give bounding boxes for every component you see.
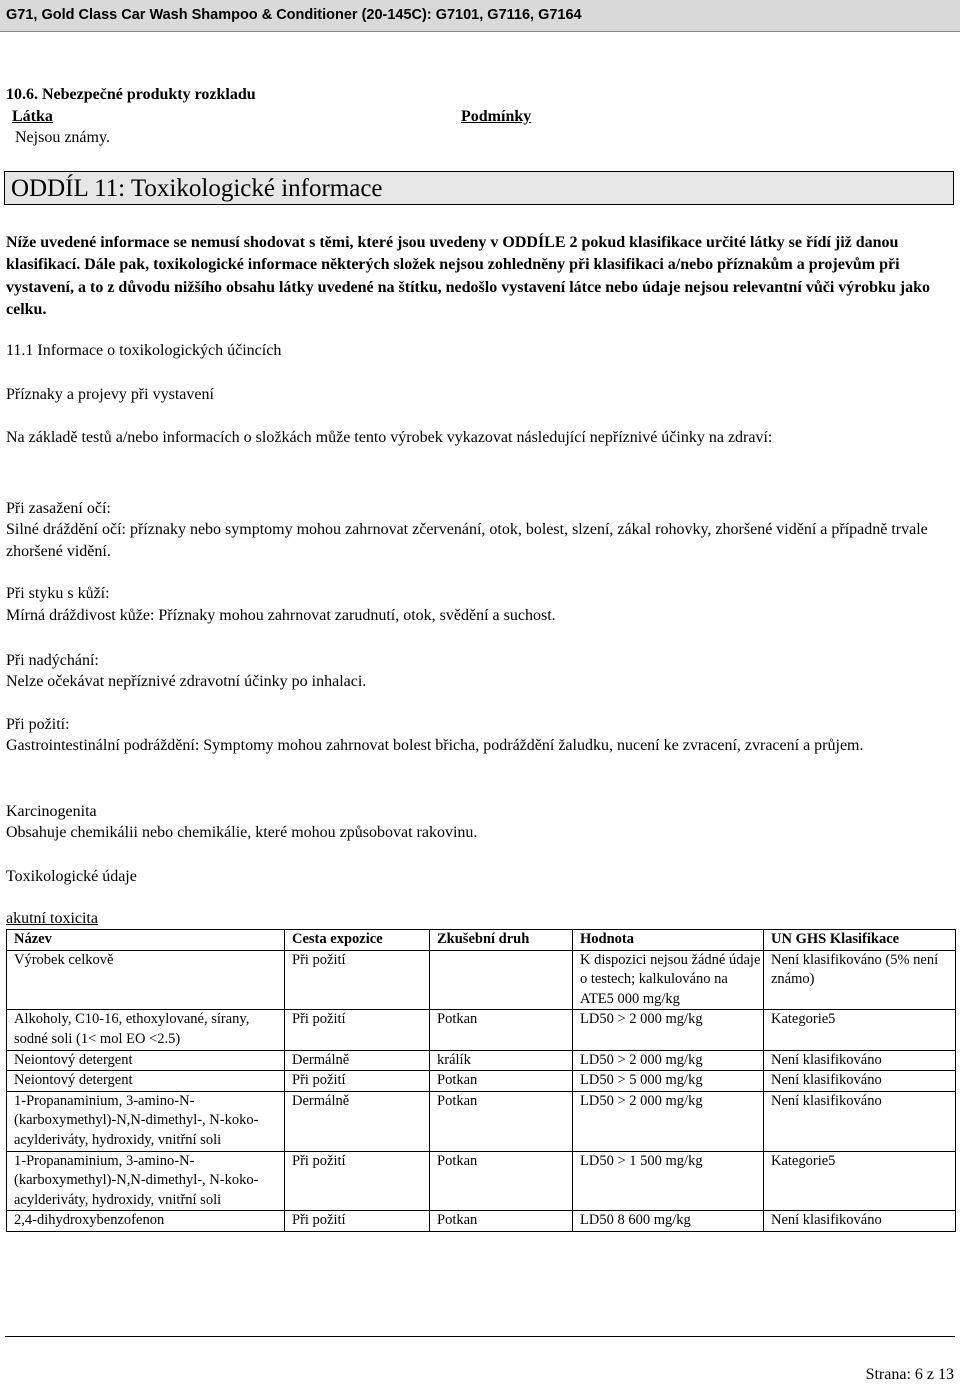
header-value: Hodnota: [573, 930, 764, 951]
cell-test-species: Potkan: [430, 1071, 573, 1092]
section-11-banner: [4, 171, 954, 205]
cell-ghs-classification: Není klasifikováno: [764, 1071, 956, 1092]
header-exposure-route: Cesta expozice: [285, 930, 430, 951]
cell-exposure-route: Dermálně: [285, 1050, 430, 1071]
cell-ghs-classification: Není klasifikováno (5% není známo): [764, 950, 956, 1010]
cell-name: Neiontový detergent: [7, 1050, 285, 1071]
cell-value: LD50 > 2 000 mg/kg: [573, 1091, 764, 1151]
header-name: Název: [7, 930, 285, 951]
table-header-row: [7, 930, 956, 951]
cell-value: LD50 8 600 mg/kg: [573, 1211, 764, 1232]
subsection-11-1-title: 11.1 Informace o toxikologických účincích: [6, 342, 282, 359]
acute-toxicity-table: [6, 929, 956, 1232]
table-row: [7, 1091, 956, 1151]
cell-value: LD50 > 1 500 mg/kg: [573, 1151, 764, 1211]
table-row: [7, 1151, 956, 1211]
cell-test-species: Potkan: [430, 1151, 573, 1211]
cell-exposure-route: Při požití: [285, 1071, 430, 1092]
cell-value: LD50 > 2 000 mg/kg: [573, 1010, 764, 1050]
cell-ghs-classification: Není klasifikováno: [764, 1050, 956, 1071]
cell-value: LD50 > 2 000 mg/kg: [573, 1050, 764, 1071]
cell-ghs-classification: Kategorie5: [764, 1010, 956, 1050]
cell-exposure-route: Při požití: [285, 950, 430, 1010]
header-test-species: Zkušební druh: [430, 930, 573, 951]
section-11-intro: Níže uvedené informace se nemusí shodovat s těmi, které jsou uvedeny v ODDÍLE 2 pokud klasifikace určité látky se řídí již danou klasifikací. Dále pak, toxikologické informace některých složek nejsou zohledněny při klasifikaci a/nebo příznakům a projevům při vystavení, a to z důvodu nižšího obsahu látky uvedené na štítku, nedošlo vystavení látce nebo údaje nejsou relevantní vůči výrobku jako celku.: [6, 234, 930, 318]
cell-name: 1-Propanaminium, 3-amino-N-(karboxymethyl)-N,N-dimethyl-, N-koko-acylderiváty, hydroxidy, vnitřní soli: [7, 1151, 285, 1211]
cell-name: Alkoholy, C10-16, ethoxylované, sírany, sodné soli (1< mol EO <2.5): [7, 1010, 285, 1050]
cell-value: K dispozici nejsou žádné údaje o testech; kalkulováno na ATE5 000 mg/kg: [573, 950, 764, 1010]
table-row: [7, 1071, 956, 1092]
cell-ghs-classification: Kategorie5: [764, 1151, 956, 1211]
cell-exposure-route: Při požití: [285, 1211, 430, 1232]
cell-test-species: králík: [430, 1050, 573, 1071]
section-11-title: ODDÍL 11: Toxikologické informace: [11, 175, 383, 202]
cell-name: 1-Propanaminium, 3-amino-N-(karboxymethyl)-N,N-dimethyl-, N-koko-acylderiváty, hydroxidy, vnitřní soli: [7, 1091, 285, 1151]
cell-name: 2,4-dihydroxybenzofenon: [7, 1211, 285, 1232]
cell-name: Výrobek celkově: [7, 950, 285, 1010]
cell-exposure-route: Dermálně: [285, 1091, 430, 1151]
table-row: [7, 950, 956, 1010]
symptoms-heading: Příznaky a projevy při vystavení: [6, 386, 214, 403]
document-header: [0, 0, 960, 32]
effects-basis-text: Na základě testů a/nebo informacích o složkách může tento výrobek vykazovat následující nepříznivé účinky na zdraví:: [6, 429, 773, 446]
cell-test-species: Potkan: [430, 1010, 573, 1050]
cell-exposure-route: Při požití: [285, 1151, 430, 1211]
table-row: [7, 1050, 956, 1071]
inhalation-label: Při nadýchání:: [6, 652, 99, 669]
document-title: G71, Gold Class Car Wash Shampoo & Conditioner (20-145C): G7101, G7116, G7164: [6, 7, 582, 23]
skin-contact-text: Mírná dráždivost kůže: Příznaky mohou zahrnovat zarudnutí, otok, svědění a suchost.: [6, 607, 556, 624]
column-header-conditions: Podmínky: [461, 108, 532, 125]
acute-toxicity-label: akutní toxicita: [6, 910, 98, 927]
cell-test-species: Potkan: [430, 1211, 573, 1232]
section-10-6-title: 10.6. Nebezpečné produkty rozkladu: [6, 86, 256, 103]
eye-contact-label: Při zasažení očí:: [6, 500, 111, 517]
column-header-substance: Látka: [12, 108, 53, 125]
table-row: [7, 1010, 956, 1050]
carcinogenicity-text: Obsahuje chemikálii nebo chemikálie, které mohou způsobovat rakovinu.: [6, 824, 478, 841]
cell-exposure-route: Při požití: [285, 1010, 430, 1050]
cell-test-species: Potkan: [430, 1091, 573, 1151]
cell-test-species: [430, 950, 573, 1010]
header-ghs-classification: UN GHS Klasifikace: [764, 930, 956, 951]
cell-ghs-classification: Není klasifikováno: [764, 1211, 956, 1232]
eye-contact-text: Silné dráždění očí: příznaky nebo symptomy mohou zahrnovat zčervenání, otok, bolest, slzení, zákal rohovky, zhoršené vidění a případně trvale zhoršené vidění.: [6, 521, 928, 560]
ingestion-text: Gastrointestinální podráždění: Symptomy mohou zahrnovat bolest břicha, podráždění žaludku, nucení ke zvracení, zvracení a průjem.: [6, 737, 864, 754]
decomposition-products-value: Nejsou známy.: [15, 129, 110, 146]
cell-ghs-classification: Není klasifikováno: [764, 1091, 956, 1151]
tox-data-heading: Toxikologické údaje: [6, 868, 137, 885]
carcinogenicity-label: Karcinogenita: [6, 803, 97, 820]
cell-value: LD50 > 5 000 mg/kg: [573, 1071, 764, 1092]
table-row: [7, 1211, 956, 1232]
ingestion-label: Při požití:: [6, 716, 70, 733]
page-number: Strana: 6 z 13: [865, 1366, 954, 1383]
inhalation-text: Nelze očekávat nepříznivé zdravotní účinky po inhalaci.: [6, 673, 367, 690]
footer-divider: [5, 1336, 955, 1337]
cell-name: Neiontový detergent: [7, 1071, 285, 1092]
skin-contact-label: Při styku s kůží:: [6, 585, 110, 602]
